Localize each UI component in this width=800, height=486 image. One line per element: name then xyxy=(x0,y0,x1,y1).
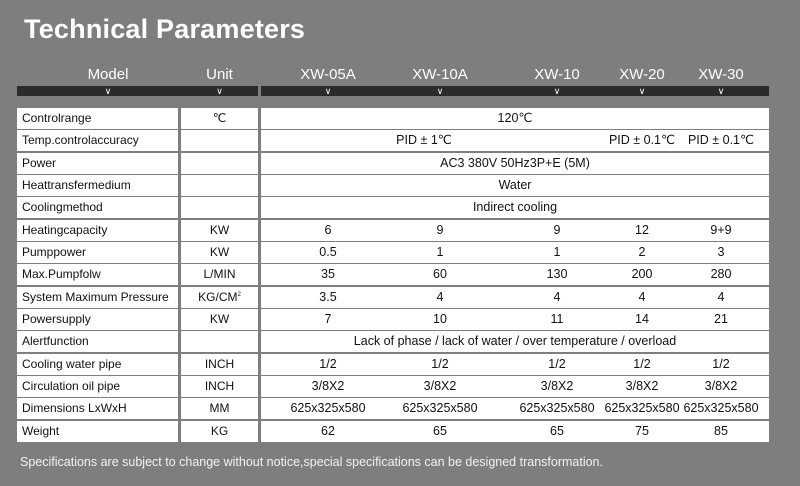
row-values xyxy=(261,398,769,419)
row-unit xyxy=(181,264,258,285)
table-row xyxy=(17,153,769,174)
row-values xyxy=(261,287,769,308)
table-row xyxy=(17,108,769,129)
row-values xyxy=(261,309,769,330)
row-value: 12 xyxy=(635,222,649,237)
table-row xyxy=(17,175,769,196)
table-row xyxy=(17,287,769,308)
row-unit-text: KW xyxy=(209,312,230,327)
row-value: 4 xyxy=(553,289,561,304)
table-row xyxy=(17,354,769,375)
row-span-value: Indirect cooling xyxy=(472,200,558,215)
row-label: Powersupply xyxy=(17,309,178,330)
row-value: 0.5 xyxy=(319,245,337,260)
header-model-xw-05a: XW-05A xyxy=(300,66,356,83)
row-value: 625x325x580 xyxy=(290,401,366,416)
row-value: 4 xyxy=(717,289,725,304)
row-unit-text: KG/CM xyxy=(198,289,238,304)
row-values xyxy=(261,242,769,263)
row-value: 625x325x580 xyxy=(519,401,595,416)
table-row xyxy=(17,421,769,442)
row-value: 3 xyxy=(717,245,725,260)
row-label: Heatingcapacity xyxy=(17,220,178,241)
row-value: PID ± 0.1℃ xyxy=(687,133,755,148)
row-values xyxy=(261,175,769,196)
row-value: 9 xyxy=(553,222,561,237)
row-value: 7 xyxy=(324,312,332,327)
header-unit xyxy=(181,66,258,96)
row-value: 9+9 xyxy=(710,222,732,237)
row-value: 3.5 xyxy=(319,289,337,304)
row-unit-text: INCH xyxy=(204,356,235,371)
row-unit xyxy=(181,108,258,129)
row-value: 62 xyxy=(321,423,335,438)
row-label: Temp.controlaccuracy xyxy=(17,130,178,151)
row-label: Heattransfermedium xyxy=(17,175,178,196)
row-unit-text: KG xyxy=(210,423,229,438)
row-value: 9 xyxy=(436,222,444,237)
row-value: 130 xyxy=(546,267,568,282)
table-row xyxy=(17,398,769,419)
row-unit xyxy=(181,376,258,397)
row-value: PID ± 0.1℃ xyxy=(608,133,676,148)
row-value: 1/2 xyxy=(431,356,449,371)
table-row xyxy=(17,197,769,218)
row-unit-text: MM xyxy=(209,401,230,416)
row-value: 280 xyxy=(710,267,732,282)
row-value: 10 xyxy=(433,312,447,327)
footer-note: Specifications are subject to change without notice,special specifications can be designed transformation. xyxy=(20,455,603,469)
row-span-value: Lack of phase / lack of water / over temperature / overload xyxy=(353,334,677,349)
row-unit xyxy=(181,197,258,218)
row-values xyxy=(261,220,769,241)
row-value: 625x325x580 xyxy=(604,401,680,416)
row-unit xyxy=(181,354,258,375)
row-unit-text: INCH xyxy=(204,379,235,394)
table-row xyxy=(17,331,769,352)
row-value: 35 xyxy=(321,267,335,282)
row-unit xyxy=(181,130,258,151)
table-row xyxy=(17,376,769,397)
row-value: 11 xyxy=(550,312,564,327)
row-values xyxy=(261,331,769,352)
header-models xyxy=(261,66,769,96)
row-values xyxy=(261,376,769,397)
header-unit-label: Unit xyxy=(206,66,233,83)
row-label: Coolingmethod xyxy=(17,197,178,218)
row-span-value: Water xyxy=(498,178,532,193)
table-row xyxy=(17,264,769,285)
row-value: 6 xyxy=(324,222,332,237)
row-value: 65 xyxy=(433,423,447,438)
row-unit-text: ℃ xyxy=(212,111,227,125)
row-value: 1/2 xyxy=(712,356,730,371)
row-value: 75 xyxy=(635,423,649,438)
row-unit-superscript: 2 xyxy=(237,291,241,298)
row-values xyxy=(261,264,769,285)
page-title: Technical Parameters xyxy=(24,14,306,44)
row-value: 1/2 xyxy=(633,356,651,371)
row-label: Alertfunction xyxy=(17,331,178,352)
row-unit xyxy=(181,175,258,196)
row-value: 200 xyxy=(631,267,653,282)
row-value: 4 xyxy=(436,289,444,304)
row-values xyxy=(261,354,769,375)
row-value: 85 xyxy=(714,423,728,438)
row-unit xyxy=(181,220,258,241)
chevron-down-icon: ∨ xyxy=(181,86,258,96)
row-unit xyxy=(181,309,258,330)
row-value: 625x325x580 xyxy=(402,401,478,416)
header-model xyxy=(17,66,199,96)
chevron-down-icon: ∨ xyxy=(436,86,444,96)
row-span-value: 120℃ xyxy=(497,111,533,125)
row-label: Controlrange xyxy=(17,108,178,129)
row-value: 3/8X2 xyxy=(423,379,457,394)
row-label: Weight xyxy=(17,421,178,442)
header-model-xw-10: XW-10 xyxy=(534,66,580,83)
chevron-down-icon: ∨ xyxy=(638,86,646,96)
row-value: 1/2 xyxy=(548,356,566,371)
row-value: 1 xyxy=(436,245,444,260)
table-header xyxy=(17,66,769,96)
row-value: 3/8X2 xyxy=(704,379,738,394)
chevron-down-icon: ∨ xyxy=(553,86,561,96)
table-row xyxy=(17,220,769,241)
row-value: 14 xyxy=(635,312,649,327)
spec-table xyxy=(17,108,769,443)
row-label: Circulation oil pipe xyxy=(17,376,178,397)
row-value: 65 xyxy=(550,423,564,438)
row-values xyxy=(261,421,769,442)
chevron-down-icon: ∨ xyxy=(324,86,332,96)
table-row xyxy=(17,309,769,330)
row-label: Cooling water pipe xyxy=(17,354,178,375)
header-model-label: Model xyxy=(87,66,129,83)
row-unit xyxy=(181,398,258,419)
table-row xyxy=(17,130,769,151)
header-model-xw-10a: XW-10A xyxy=(412,66,468,83)
row-values xyxy=(261,108,769,129)
row-unit xyxy=(181,421,258,442)
row-unit-text: L/MIN xyxy=(203,267,236,282)
row-span-value: AC3 380V 50Hz3P+E (5M) xyxy=(440,155,590,170)
table-row xyxy=(17,242,769,263)
row-value: 1 xyxy=(553,245,561,260)
row-label: System Maximum Pressure xyxy=(17,287,178,308)
chevron-down-icon: ∨ xyxy=(17,86,199,96)
row-values xyxy=(261,130,769,151)
row-value: 2 xyxy=(638,245,646,260)
row-value: 625x325x580 xyxy=(683,401,759,416)
row-unit xyxy=(181,331,258,352)
row-unit xyxy=(181,242,258,263)
row-label: Dimensions LxWxH xyxy=(17,398,178,419)
row-label: Pumppower xyxy=(17,242,178,263)
row-value: 3/8X2 xyxy=(625,379,659,394)
header-model-xw-20: XW-20 xyxy=(619,66,665,83)
row-value: 1/2 xyxy=(319,356,337,371)
row-values xyxy=(261,153,769,174)
row-value: 21 xyxy=(714,312,728,327)
header-model-xw-30: XW-30 xyxy=(698,66,744,83)
row-unit xyxy=(181,153,258,174)
row-unit-text: KW xyxy=(209,222,230,237)
row-value: 60 xyxy=(433,267,447,282)
row-unit xyxy=(181,287,258,308)
row-value: 3/8X2 xyxy=(540,379,574,394)
row-unit-text: KW xyxy=(209,245,230,260)
row-label: Max.Pumpfolw xyxy=(17,264,178,285)
row-value: 3/8X2 xyxy=(311,379,345,394)
row-label: Power xyxy=(17,153,178,174)
row-value: 4 xyxy=(638,289,646,304)
row-value: PID ± 1℃ xyxy=(396,133,452,148)
row-values xyxy=(261,197,769,218)
chevron-down-icon: ∨ xyxy=(717,86,725,96)
